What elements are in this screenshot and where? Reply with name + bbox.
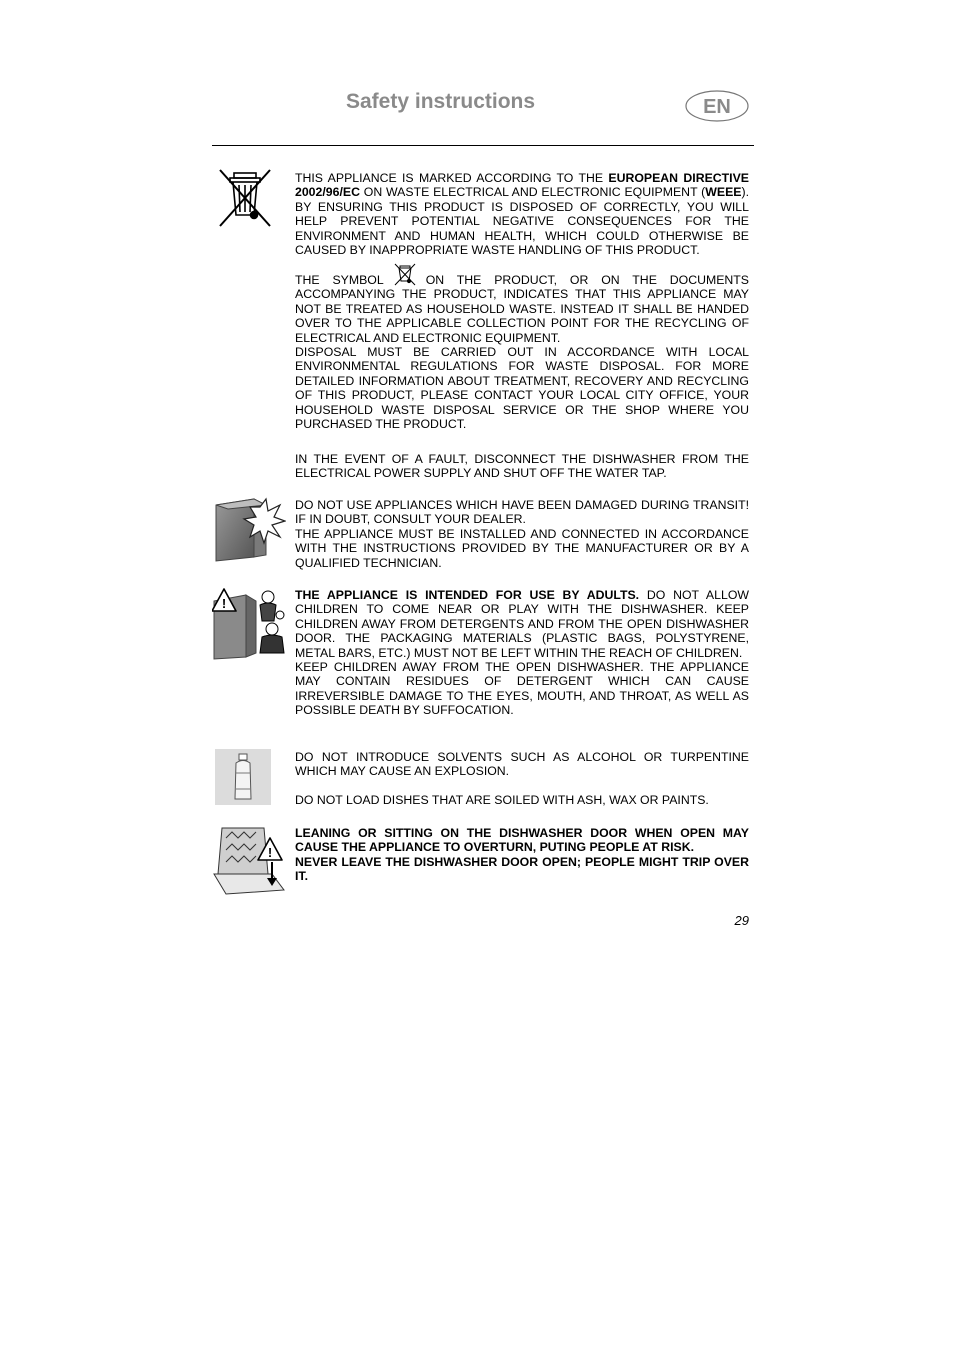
page-title: Safety instructions [346, 90, 536, 113]
weee-symbol-text-before: THE SYMBOL [295, 273, 384, 287]
weee-text-2: ON WASTE ELECTRICAL AND ELECTRONIC EQUIPMENT ( [359, 185, 706, 200]
children-text: DO NOT ALLOW CHILDREN TO COME NEAR OR PLAY WITH THE DISHWASHER. KEEP CHILDREN AWAY FROM DETERGENTS AND FROM THE OPEN DISHWASHER DOOR. THE PACKAGING MATERIALS (PLASTIC BAGS, POLYSTYRENE, METAL BARS, ETC.) MUST NOT BE LEFT WITHIN THE REACH OF CHILDREN. [295, 588, 749, 660]
solvents-paragraph-1: DO NOT INTRODUCE SOLVENTS SUCH AS ALCOHOL OR TURPENTINE WHICH MAY CAUSE AN EXPLOSION. [295, 750, 749, 779]
solvent-bottle-icon [215, 749, 271, 805]
small-crossed-bin-icon [392, 262, 418, 286]
weee-paragraph-3: DISPOSAL MUST BE CARRIED OUT IN ACCORDANCE WITH LOCAL ENVIRONMENTAL REGULATIONS FOR WASTE DISPOSAL. FOR MORE DETAILED INFORMATION ABOUT TREATMENT, RECOVERY AND RECYCLING OF THIS PRODUCT, PLEASE CONTACT YOUR LOCAL CITY OFFICE, YOUR HOUSEHOLD WASTE DISPOSAL SERVICE OR THE SHOP WHERE YOU PURCHASED THE PRODUCT. [295, 345, 749, 432]
door-paragraph-2: NEVER LEAVE THE DISHWASHER DOOR OPEN; PEOPLE MIGHT TRIP OVER IT. [295, 854, 749, 884]
fault-paragraph: IN THE EVENT OF A FAULT, DISCONNECT THE DISHWASHER FROM THE ELECTRICAL POWER SUPPLY AND SHUT OFF THE WATER TAP. [295, 452, 749, 481]
damage-paragraph-1: DO NOT USE APPLIANCES WHICH HAVE BEEN DAMAGED DURING TRANSIT! IF IN DOUBT, CONSULT YOUR DEALER. [295, 498, 749, 527]
damage-section [295, 498, 749, 570]
page-number: 29 [734, 913, 749, 928]
children-bold-text: THE APPLIANCE IS INTENDED FOR USE BY ADULTS. [295, 588, 640, 602]
weee-paragraph-2 [295, 262, 749, 345]
damaged-appliance-icon [214, 497, 286, 563]
solvents-paragraph-2: DO NOT LOAD DISHES THAT ARE SOILED WITH ASH, WAX OR PAINTS. [295, 792, 709, 807]
svg-text:!: ! [267, 845, 273, 860]
children-warning-icon [212, 587, 288, 661]
weee-symbol-text-after: ON THE PRODUCT, OR ON THE DOCUMENTS ACCOMPANYING THE PRODUCT, INDICATES THAT THIS APPLIANCE MAY NOT BE TREATED AS HOUSEHOLD WASTE. INSTEAD IT SHALL BE HANDED OVER TO THE APPLICABLE COLLECTION POINT FOR THE RECYCLING OF ELECTRICAL AND ELECTRONIC EQUIPMENT. [295, 273, 749, 345]
weee-text-1: THIS APPLIANCE IS MARKED ACCORDING TO THE [295, 171, 609, 185]
weee-section [295, 171, 749, 257]
door-paragraph-1: LEANING OR SITTING ON THE DISHWASHER DOOR WHEN OPEN MAY CAUSE THE APPLIANCE TO OVERTURN, PUTING PEOPLE AT RISK. [295, 826, 749, 855]
damage-paragraph-2: THE APPLIANCE MUST BE INSTALLED AND CONNECTED IN ACCORDANCE WITH THE INSTRUCTIONS PROVIDED BY THE MANUFACTURER OR BY A QUALIFIED TECHNICIAN. [295, 526, 749, 570]
svg-text:!: ! [221, 596, 227, 611]
weee-text-3: ). BY ENSURING THIS PRODUCT IS DISPOSED OF CORRECTLY, YOU WILL HELP PREVENT POTENTIAL NEGATIVE CONSEQUENCES FOR THE ENVIRONMENT AND HUMAN HEALTH, WHICH COULD OTHERWISE BE CAUSED BY INAPPROPRIATE WASTE HANDLING OF THIS PRODUCT. [295, 185, 749, 258]
children-paragraph-1 [295, 588, 749, 660]
language-badge-text: EN [703, 96, 731, 118]
fault-section [295, 452, 749, 481]
header-divider [212, 145, 754, 146]
weee-acronym: WEEE [705, 185, 742, 200]
children-section [295, 588, 749, 718]
children-paragraph-2: KEEP CHILDREN AWAY FROM THE OPEN DISHWASHER. THE APPLIANCE MAY CONTAIN RESIDUES OF DETERGENT WHICH CAN CAUSE IRREVERSIBLE DAMAGE TO THE EYES, MOUTH, AND THROAT, AS WELL AS POSSIBLE DEATH BY SUFFOCATION. [295, 660, 749, 718]
weee-paragraph-1 [295, 171, 749, 257]
language-badge-ellipse-icon [685, 90, 749, 122]
weee-directive: EUROPEAN DIRECTIVE 2002/96/EC [295, 171, 749, 200]
solvents-section [295, 750, 749, 807]
weee-symbol-section [295, 262, 749, 431]
language-badge [685, 90, 749, 122]
door-section [295, 826, 749, 884]
open-door-warning-icon [212, 824, 288, 896]
crossed-bin-icon [218, 168, 272, 228]
